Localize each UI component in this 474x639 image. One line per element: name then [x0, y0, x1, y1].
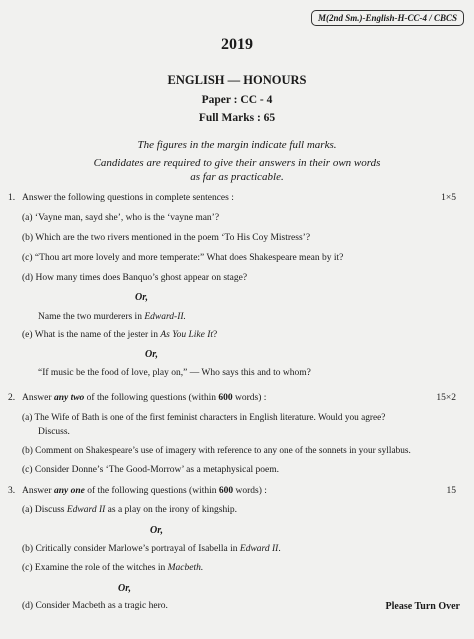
sub-question: (c) Examine the role of the witches in Macbeth. [22, 563, 204, 573]
question-stem: Answer the following questions in complete sentences : [22, 193, 234, 203]
please-turn-over: Please Turn Over [385, 601, 460, 612]
full-marks: Full Marks : 65 [198, 112, 276, 124]
paper-code-box: M(2nd Sm.)-English-H-CC-4 / CBCS [311, 10, 464, 26]
subject-title: ENGLISH — HONOURS [167, 73, 307, 87]
sub-question: (b) Critically consider Marlowe’s portrayal of Isabella in Edward II. [22, 544, 281, 554]
question-number: 1. [8, 193, 16, 203]
exam-year: 2019 [221, 36, 253, 53]
sub-question: (e) What is the name of the jester in As You Like It? [22, 330, 218, 340]
instruction-line: as far as practicable. [190, 171, 284, 183]
sub-question: (c) “Thou art more lovely and more temperate:” What does Shakespeare mean by it? [22, 253, 344, 263]
sub-question: (c) Consider Donne’s ‘The Good-Morrow’ as a metaphysical poem. [22, 465, 280, 475]
instruction-line: Candidates are required to give their answers in their own words [93, 157, 381, 169]
sub-question: (a) Discuss Edward II as a play on the irony of kingship. [22, 505, 237, 515]
sub-question: (b) Comment on Shakespeare’s use of imagery with reference to any one of the sonnets in your syllabus. [22, 446, 411, 456]
or-separator: Or, [118, 583, 132, 594]
sub-question-continued: Discuss. [38, 427, 70, 437]
sub-question-alternate: “If music be the food of love, play on,” — Who says this and to whom? [38, 368, 311, 378]
sub-question: (a) ‘Vayne man, sayd she’, who is the ‘vayne man’? [22, 213, 220, 223]
question-stem: Answer any one of the following questions (within 600 words) : [22, 486, 267, 496]
sub-question-alternate: Name the two murderers in Edward-II. [38, 312, 186, 322]
or-separator: Or, [135, 292, 149, 303]
question-stem: Answer any two of the following questions (within 600 words) : [22, 393, 267, 403]
question-number: 2. [8, 393, 16, 403]
or-separator: Or, [150, 525, 164, 536]
instruction-line: The figures in the margin indicate full marks. [137, 139, 337, 151]
question-marks: 15×2 [436, 393, 456, 403]
question-marks: 1×5 [441, 193, 456, 203]
sub-question: (b) Which are the two rivers mentioned in the poem ‘To His Coy Mistress’? [22, 233, 311, 243]
paper-number: Paper : CC - 4 [201, 94, 273, 106]
question-number: 3. [8, 486, 16, 496]
sub-question: (d) Consider Macbeth as a tragic hero. [22, 601, 168, 611]
sub-question: (d) How many times does Banquo’s ghost appear on stage? [22, 273, 248, 283]
or-separator: Or, [145, 349, 159, 360]
question-marks: 15 [446, 486, 456, 496]
sub-question: (a) The Wife of Bath is one of the first feminist characters in English literature. Would you agree? [22, 413, 386, 423]
